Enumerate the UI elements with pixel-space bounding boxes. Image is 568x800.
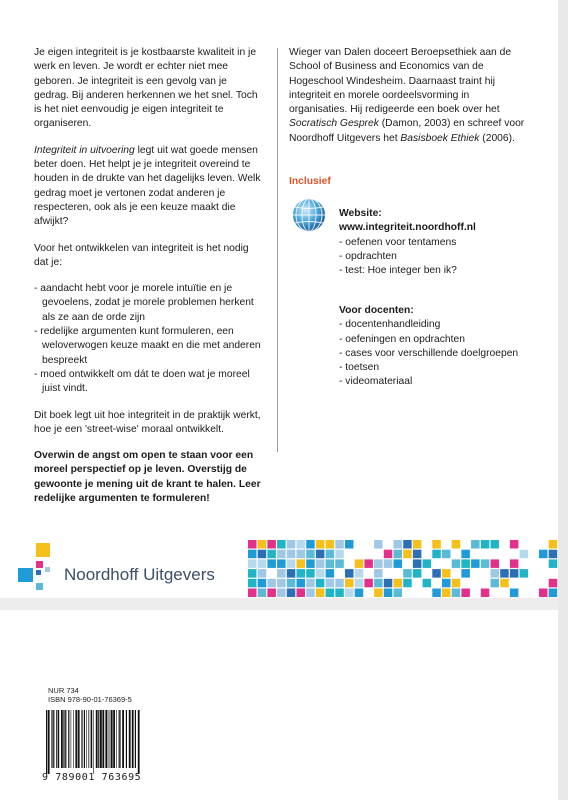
mosaic-tile bbox=[335, 540, 344, 549]
mosaic-tile bbox=[277, 569, 286, 578]
mosaic-tile bbox=[539, 550, 548, 559]
website-list-item: - test: Hoe integer ben ik? bbox=[339, 264, 476, 278]
barcode-bar bbox=[100, 710, 102, 768]
mosaic-tile bbox=[287, 579, 296, 588]
mosaic-tile bbox=[374, 589, 383, 598]
mosaic-tile bbox=[549, 540, 558, 549]
barcode-bar bbox=[98, 710, 99, 768]
publisher-name: Noordhoff Uitgevers bbox=[64, 565, 215, 584]
docenten-list-item: - oefeningen en opdrachten bbox=[339, 333, 518, 347]
mosaic-tile bbox=[510, 589, 519, 598]
barcode bbox=[44, 710, 144, 774]
barcode-bar bbox=[65, 710, 66, 768]
barcode-bar bbox=[63, 710, 64, 768]
barcode-bar bbox=[96, 710, 98, 768]
mosaic-tile bbox=[277, 550, 286, 559]
mosaic-tile bbox=[520, 569, 529, 578]
mosaic-tile bbox=[335, 550, 344, 559]
mosaic-tile bbox=[432, 589, 441, 598]
mosaic-tile bbox=[452, 589, 461, 598]
mosaic-tile bbox=[491, 559, 500, 568]
barcode-bar bbox=[86, 710, 87, 768]
docenten-list-item: - cases voor verschillende doelgroepen bbox=[339, 347, 518, 361]
barcode-bar bbox=[93, 710, 94, 774]
mosaic-tile bbox=[403, 579, 412, 588]
mosaic-tile bbox=[461, 589, 470, 598]
mosaic-tile bbox=[248, 559, 257, 568]
mosaic-tile bbox=[510, 569, 519, 578]
mosaic-tile bbox=[335, 589, 344, 598]
book-title-italic: Integriteit in uitvoering bbox=[34, 144, 135, 156]
mosaic-tile bbox=[452, 559, 461, 568]
barcode-bar bbox=[132, 710, 134, 768]
mosaic-tile bbox=[481, 559, 490, 568]
mosaic-tile bbox=[248, 550, 257, 559]
website-url[interactable]: www.integriteit.noordhoff.nl bbox=[339, 222, 476, 234]
barcode-bar bbox=[84, 710, 85, 768]
blurb-paragraph-3 bbox=[34, 242, 264, 271]
blurb-paragraph-4: Dit boek legt uit hoe integriteit in de praktijk werkt, hoe je een 'street-wise' moraal ontwikkelt. bbox=[34, 409, 261, 435]
mosaic-tile bbox=[316, 550, 325, 559]
mosaic-tile bbox=[287, 559, 296, 568]
website-block bbox=[339, 207, 476, 278]
barcode-bar bbox=[78, 710, 80, 768]
barcode-bar bbox=[90, 710, 91, 768]
blurb-list-item: - aandacht hebt voor je morele intuïtie en je gevoelens, zodat je morele problemen herkent als ze aan de orde zijn bbox=[34, 282, 264, 325]
mosaic-tile bbox=[316, 569, 325, 578]
mosaic-tile bbox=[287, 569, 296, 578]
mosaic-tile bbox=[335, 559, 344, 568]
mosaic-tile bbox=[316, 559, 325, 568]
mosaic-tile bbox=[248, 540, 257, 549]
barcode-bar bbox=[129, 710, 131, 768]
mosaic-tile bbox=[374, 579, 383, 588]
barcode-bar bbox=[71, 710, 72, 768]
mosaic-tile bbox=[394, 540, 403, 549]
mosaic-tile bbox=[248, 589, 257, 598]
mosaic-tile bbox=[452, 579, 461, 588]
mosaic-tile bbox=[442, 550, 451, 559]
docenten-block bbox=[339, 304, 518, 390]
mosaic-tile bbox=[510, 559, 519, 568]
mosaic-tile bbox=[491, 540, 500, 549]
mosaic-tile bbox=[491, 579, 500, 588]
mosaic-tile bbox=[345, 569, 354, 578]
mosaic-tile bbox=[403, 569, 412, 578]
mosaic-tile bbox=[481, 540, 490, 549]
globe-icon bbox=[291, 197, 327, 233]
barcode-digits: 9 789001 763695 bbox=[42, 772, 142, 783]
mosaic-tile bbox=[413, 559, 422, 568]
mosaic-tile bbox=[258, 589, 267, 598]
mosaic-tile bbox=[287, 540, 296, 549]
mosaic-tile bbox=[267, 550, 276, 559]
author-bio-title-2: Basisboek Ethiek bbox=[400, 132, 480, 144]
mosaic-tile bbox=[297, 540, 306, 549]
mosaic-tile bbox=[374, 559, 383, 568]
blurb-paragraph-2 bbox=[34, 144, 264, 230]
mosaic-tile bbox=[500, 569, 509, 578]
mosaic-tile bbox=[384, 550, 393, 559]
mosaic-tile bbox=[510, 540, 519, 549]
barcode-bar bbox=[75, 710, 77, 768]
barcode-bar bbox=[46, 710, 47, 774]
barcode-bar bbox=[48, 710, 50, 774]
mosaic-tile bbox=[267, 559, 276, 568]
website-list-item: - oefenen voor tentamens bbox=[339, 236, 476, 250]
mosaic-tile bbox=[549, 579, 558, 588]
mosaic-tile bbox=[326, 579, 335, 588]
mosaic-tile bbox=[442, 579, 451, 588]
mosaic-tile bbox=[413, 550, 422, 559]
mosaic-tile bbox=[500, 579, 509, 588]
mosaic-tile bbox=[394, 589, 403, 598]
mosaic-tile bbox=[461, 550, 470, 559]
mosaic-tile bbox=[442, 589, 451, 598]
mosaic-tile bbox=[355, 559, 364, 568]
author-bio bbox=[289, 46, 529, 146]
author-bio-text-c: (2006). bbox=[479, 132, 515, 144]
mosaic-tile bbox=[355, 569, 364, 578]
mosaic-tile bbox=[471, 559, 480, 568]
mosaic-tile bbox=[297, 559, 306, 568]
mosaic-tile bbox=[345, 579, 354, 588]
mosaic-tile bbox=[452, 540, 461, 549]
barcode-bar bbox=[138, 710, 140, 774]
mosaic-tile bbox=[394, 559, 403, 568]
mosaic-tile bbox=[306, 559, 315, 568]
barcode-bar bbox=[110, 710, 111, 768]
barcode-bar bbox=[108, 710, 109, 768]
mosaic-tile bbox=[258, 569, 267, 578]
mosaic-tile bbox=[306, 579, 315, 588]
barcode-bar bbox=[68, 710, 69, 768]
mosaic-tile bbox=[355, 579, 364, 588]
mosaic-tile bbox=[277, 579, 286, 588]
docenten-list-item: - videomateriaal bbox=[339, 375, 518, 389]
mosaic-tile bbox=[384, 559, 393, 568]
blurb-list-intro: Voor het ontwikkelen van integriteit is het nodig dat je: bbox=[34, 242, 249, 268]
mosaic-tile bbox=[384, 589, 393, 598]
blurb-paragraph-2-text: legt uit wat goede mensen beter doen. Het helpt je je integriteit overeind te houden in de drukte van het dagelijks leven. Welk gedrag moet je vertonen zodat anderen je respecteren, ook als je een keuze maakt die afwijkt? bbox=[34, 144, 261, 228]
mosaic-tile bbox=[297, 569, 306, 578]
nur-text: NUR 734 bbox=[48, 686, 79, 695]
mosaic-tile bbox=[297, 589, 306, 598]
author-bio-title-1: Socratisch Gesprek bbox=[289, 118, 379, 130]
barcode-bar bbox=[105, 710, 107, 768]
mosaic-tile bbox=[520, 550, 529, 559]
mosaic-tile bbox=[306, 550, 315, 559]
mosaic-tile bbox=[267, 589, 276, 598]
mosaic-tile bbox=[258, 579, 267, 588]
mosaic-tile bbox=[297, 579, 306, 588]
barcode-bar bbox=[53, 710, 54, 768]
barcode-bar bbox=[119, 710, 120, 768]
author-column bbox=[289, 46, 529, 146]
mosaic-tile bbox=[258, 550, 267, 559]
mosaic-tile bbox=[539, 589, 548, 598]
page-edge bbox=[558, 0, 568, 800]
docenten-list-item: - toetsen bbox=[339, 361, 518, 375]
mosaic-tile bbox=[267, 579, 276, 588]
mosaic-tile bbox=[287, 550, 296, 559]
blurb-column bbox=[34, 46, 264, 518]
mosaic-tile bbox=[316, 579, 325, 588]
mosaic-tile bbox=[413, 540, 422, 549]
mosaic-tile bbox=[326, 540, 335, 549]
mosaic-tile bbox=[287, 589, 296, 598]
website-label: Website: bbox=[339, 208, 382, 219]
column-divider bbox=[277, 48, 278, 452]
docenten-list-item: - docentenhandleiding bbox=[339, 318, 518, 332]
blurb-list bbox=[34, 282, 264, 396]
mosaic-tile bbox=[549, 559, 558, 568]
barcode-bar bbox=[56, 710, 57, 768]
blurb-paragraph-5: Overwin de angst om open te staan voor een moreel perspectief op je leven. Overstijg de gewoonte je mening uit de krant te halen. Leer redelijke argumenten te formuleren! bbox=[34, 450, 261, 505]
mosaic-tile bbox=[394, 579, 403, 588]
author-bio-text-b: (Damon, 2003) en schreef voor Noordhoff Uitgevers het bbox=[289, 118, 525, 144]
mosaic-tile bbox=[326, 589, 335, 598]
author-bio-text-a: Wieger van Dalen doceert Beroepsethiek aan de School of Business and Economics van de Hogeschool Windesheim. Daarnaast traint hij integriteit en morele oordeelsvorming in organisaties. Hij redigeerde een boek over het bbox=[289, 47, 512, 116]
barcode-bar bbox=[111, 710, 113, 768]
mosaic-tile bbox=[432, 550, 441, 559]
docenten-label: Voor docenten: bbox=[339, 305, 414, 316]
blurb-paragraph-1: Je eigen integriteit is je kostbaarste kwaliteit in je werk en leven. Je wordt er echter niet mee geboren. Je integriteit is een gevolg van je gedrag. Bij anderen herkennen we het snel. Toch is het niet eenvoudig je eigen integriteit te organiseren. bbox=[34, 47, 258, 130]
isbn-text: ISBN 978-90-01-76369-5 bbox=[48, 695, 132, 704]
mosaic-tile bbox=[461, 559, 470, 568]
barcode-bar bbox=[135, 710, 136, 768]
mosaic-tile bbox=[326, 550, 335, 559]
mosaic-tile bbox=[384, 579, 393, 588]
docenten-list bbox=[339, 318, 518, 389]
barcode-bar bbox=[120, 710, 121, 768]
nur-code bbox=[48, 686, 132, 704]
mosaic-tile bbox=[423, 579, 432, 588]
barcode-bar bbox=[58, 710, 59, 768]
mosaic-tile bbox=[461, 569, 470, 578]
mosaic-tile bbox=[258, 559, 267, 568]
mosaic-tile bbox=[277, 559, 286, 568]
barcode-bar bbox=[113, 710, 115, 768]
mosaic-tile bbox=[394, 550, 403, 559]
mosaic-tile bbox=[403, 540, 412, 549]
mosaic-tile bbox=[345, 589, 354, 598]
website-list bbox=[339, 236, 476, 279]
mosaic-tile bbox=[316, 540, 325, 549]
barcode-bar bbox=[122, 710, 124, 768]
mosaic-tile bbox=[364, 559, 373, 568]
barcode-bar bbox=[116, 710, 117, 768]
blurb-list-item: - moed ontwikkelt om dát te doen wat je moreel juist vindt. bbox=[34, 368, 264, 397]
mosaic-tile bbox=[442, 569, 451, 578]
inclusief-heading: Inclusief bbox=[289, 176, 331, 187]
mosaic-tile bbox=[277, 540, 286, 549]
mosaic-tile bbox=[549, 550, 558, 559]
barcode-bar bbox=[102, 710, 104, 768]
mosaic-tile bbox=[277, 589, 286, 598]
mosaic-tile bbox=[326, 559, 335, 568]
mosaic-tile bbox=[258, 540, 267, 549]
mosaic-tile bbox=[267, 540, 276, 549]
blurb-list-item: - redelijke argumenten kunt formuleren, een weloverwogen keuze maakt en die met anderen bespreekt bbox=[34, 325, 264, 368]
mosaic-tile bbox=[481, 589, 490, 598]
mosaic-tile bbox=[432, 569, 441, 578]
mosaic-tile bbox=[413, 569, 422, 578]
mosaic-tile bbox=[374, 569, 383, 578]
mosaic-tile bbox=[403, 550, 412, 559]
barcode-bar bbox=[73, 710, 74, 768]
mosaic-tile bbox=[335, 579, 344, 588]
mosaic-tile bbox=[423, 559, 432, 568]
mosaic-tile bbox=[248, 569, 257, 578]
mosaic-tile bbox=[306, 589, 315, 598]
mosaic-tile bbox=[326, 569, 335, 578]
mosaic-tile bbox=[297, 550, 306, 559]
cover-band bbox=[0, 598, 558, 610]
mosaic-tile bbox=[248, 579, 257, 588]
mosaic-tile bbox=[364, 579, 373, 588]
barcode-bar bbox=[126, 710, 127, 768]
mosaic-tile bbox=[355, 589, 364, 598]
mosaic-tile bbox=[306, 569, 315, 578]
mosaic-tile bbox=[432, 540, 441, 549]
mosaic-tile bbox=[471, 540, 480, 549]
mosaic-tile bbox=[345, 540, 354, 549]
mosaic-tile bbox=[374, 540, 383, 549]
barcode-bar bbox=[61, 710, 63, 768]
mosaic-tile bbox=[316, 589, 325, 598]
barcode-bar bbox=[81, 710, 82, 768]
website-list-item: - opdrachten bbox=[339, 250, 476, 264]
mosaic-tile bbox=[306, 540, 315, 549]
barcode-bar bbox=[51, 710, 52, 768]
barcode-bar bbox=[88, 710, 89, 768]
mosaic-tile bbox=[549, 589, 558, 598]
mosaic-tile bbox=[491, 569, 500, 578]
barcode-bar bbox=[91, 710, 92, 768]
